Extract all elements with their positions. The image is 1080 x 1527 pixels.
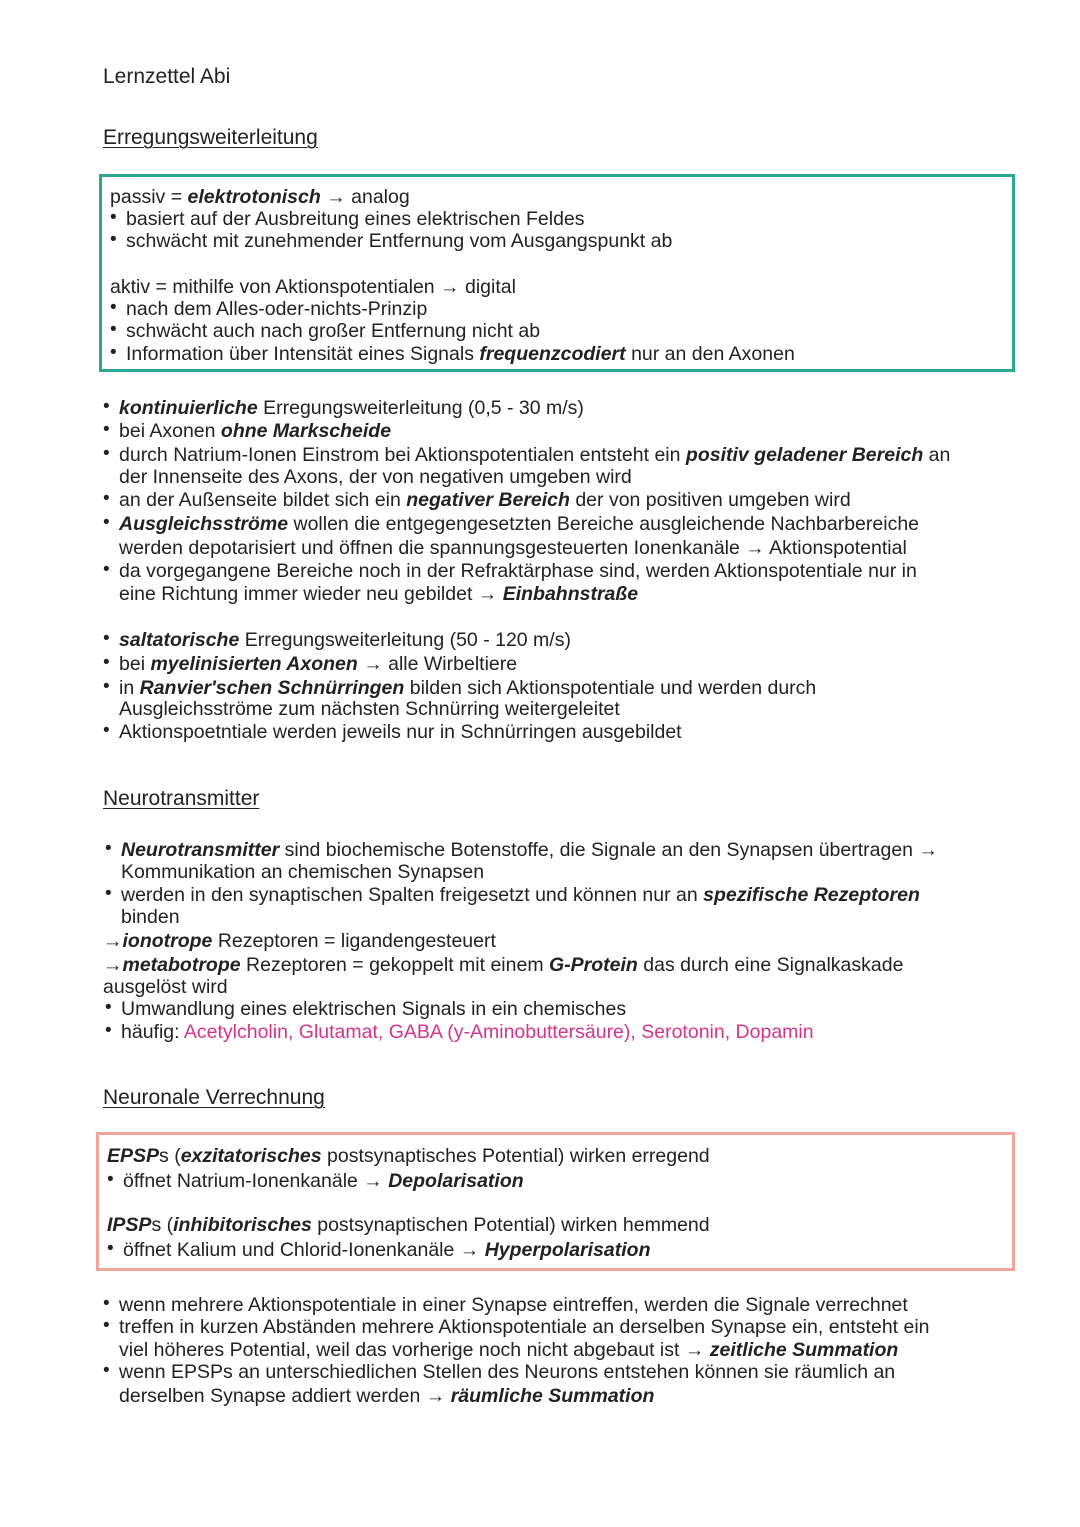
epsp-bullet-1: öffnet Natrium-Ionenkanäle → Depolarisation (123, 1170, 524, 1192)
kont-bullet-3: durch Natrium-Ionen Einstrom bei Aktionspotentialen entsteht ein positiv geladener Bereich an (119, 444, 951, 466)
verr-bullet-2: treffen in kurzen Abständen mehrere Aktionspotentiale an derselben Synapse ein, entsteht ein (119, 1316, 930, 1338)
bullet-dot: • (110, 319, 117, 340)
bullet-dot: • (105, 1020, 112, 1041)
kont-bullet-5-cont: werden depotarisiert und öffnen die spannungsgesteuerten Ionenkanäle → Aktionspotential (119, 537, 907, 559)
bullet-dot: • (103, 559, 110, 580)
neuro-bullet-1: Neurotransmitter sind biochemische Botenstoffe, die Signale an den Synapsen übertragen → (121, 839, 938, 861)
kont-bullet-6-cont: eine Richtung immer wieder neu gebildet → Einbahnstraße (119, 583, 639, 605)
kont-bullet-1: kontinuierliche Erregungsweiterleitung (0,5 - 30 m/s) (119, 397, 584, 419)
verr-bullet-3: wenn EPSPs an unterschiedlichen Stellen des Neurons entstehen können sie räumlich an (119, 1361, 896, 1383)
neuro-bullet-1-cont: Kommunikation an chemischen Synapsen (121, 861, 485, 883)
kont-bullet-6: da vorgegangene Bereiche noch in der Refraktärphase sind, werden Aktionspotentiale nur in (119, 560, 917, 582)
salt-bullet-2: bei myelinisierten Axonen → alle Wirbeltiere (119, 653, 518, 675)
bullet-dot: • (105, 883, 112, 904)
bullet-dot: • (110, 297, 117, 318)
neuro-bullet-4: häufig: Acetylcholin, Glutamat, GABA (y-Aminobuttersäure), Serotonin, Dopamin (121, 1021, 814, 1043)
bullet-dot: • (103, 512, 110, 533)
salt-bullet-3: in Ranvier'schen Schnürringen bilden sich Aktionspotentiale und werden durch (119, 677, 817, 699)
receptor-ionotrop: →ionotrope Rezeptoren = ligandengesteuert (103, 930, 496, 952)
transmitter-list: Acetylcholin, Glutamat, GABA (y-Aminobuttersäure), Serotonin, Dopamin (183, 1021, 814, 1043)
bullet-dot: • (103, 419, 110, 440)
section-heading-verrechnung: Neuronale Verrechnung (103, 1086, 325, 1109)
ipsp-bullet-1: öffnet Kalium und Chlorid-Ionenkanäle → Hyperpolarisation (123, 1239, 651, 1261)
bullet-dot: • (107, 1238, 114, 1259)
passiv-bullet-1: basiert auf der Ausbreitung eines elektrischen Feldes (126, 208, 585, 230)
aktiv-line: aktiv = mithilfe von Aktionspotentialen → digital (110, 276, 516, 298)
receptor-metabotrop-cont: ausgelöst wird (103, 976, 228, 998)
bullet-dot: • (103, 443, 110, 464)
salt-bullet-3-cont: Ausgleichsströme zum nächsten Schnürring weitergeleitet (119, 698, 620, 720)
verr-bullet-1: wenn mehrere Aktionspotentiale in einer Synapse eintreffen, werden die Signale verrechnet (119, 1294, 908, 1316)
bullet-dot: • (105, 997, 112, 1018)
ipsp-line: IPSPs (inhibitorisches postsynaptischen Potential) wirken hemmend (107, 1214, 710, 1236)
kont-bullet-2: bei Axonen ohne Markscheide (119, 420, 392, 442)
bullet-dot: • (103, 652, 110, 673)
bullet-dot: • (105, 838, 112, 859)
epsp-line: EPSPs (exzitatorisches postsynaptisches Potential) wirken erregend (107, 1145, 710, 1167)
passiv-bullet-2: schwächt mit zunehmender Entfernung vom Ausgangspunkt ab (126, 230, 673, 252)
verr-bullet-3-cont: derselben Synapse addiert werden → räumliche Summation (119, 1385, 655, 1407)
bullet-dot: • (103, 628, 110, 649)
salt-bullet-4: Aktionspoetntiale werden jeweils nur in Schnürringen ausgebildet (119, 721, 682, 743)
page-title: Lernzettel Abi (103, 65, 231, 88)
verr-bullet-2-cont: viel höheres Potential, weil das vorherige noch nicht abgebaut ist → zeitliche Summation (119, 1339, 899, 1361)
bullet-dot: • (107, 1169, 114, 1190)
section-heading-neuro: Neurotransmitter (103, 787, 260, 810)
bullet-dot: • (103, 720, 110, 741)
kont-bullet-3-cont: der Innenseite des Axons, der von negativen umgeben wird (119, 466, 632, 488)
aktiv-bullet-1: nach dem Alles-oder-nichts-Prinzip (126, 298, 428, 320)
passiv-line: passiv = elektrotonisch → analog (110, 186, 410, 208)
bullet-dot: • (103, 1315, 110, 1336)
section-heading-erregung: Erregungsweiterleitung (103, 126, 318, 149)
bullet-dot: • (110, 229, 117, 250)
neuro-bullet-2-cont: binden (121, 906, 180, 928)
aktiv-bullet-3: Information über Intensität eines Signals frequenzcodiert nur an den Axonen (126, 343, 795, 365)
salt-bullet-1: saltatorische Erregungsweiterleitung (50 - 120 m/s) (119, 629, 571, 651)
bullet-dot: • (103, 1360, 110, 1381)
bullet-dot: • (103, 488, 110, 509)
aktiv-bullet-2: schwächt auch nach großer Entfernung nicht ab (126, 320, 541, 342)
neuro-bullet-3: Umwandlung eines elektrischen Signals in ein chemisches (121, 998, 627, 1020)
kont-bullet-4: an der Außenseite bildet sich ein negativer Bereich der von positiven umgeben wird (119, 489, 851, 511)
kont-bullet-5: Ausgleichsströme wollen die entgegengesetzten Bereiche ausgleichende Nachbarbereiche (119, 513, 920, 535)
receptor-metabotrop: →metabotrope Rezeptoren = gekoppelt mit einem G-Protein das durch eine Signalkaskade (103, 954, 904, 976)
bullet-dot: • (103, 1293, 110, 1314)
bullet-dot: • (103, 676, 110, 697)
bullet-dot: • (103, 396, 110, 417)
bullet-dot: • (110, 342, 117, 363)
neuro-bullet-2: werden in den synaptischen Spalten freigesetzt und können nur an spezifische Rezeptoren (121, 884, 920, 906)
bullet-dot: • (110, 207, 117, 228)
